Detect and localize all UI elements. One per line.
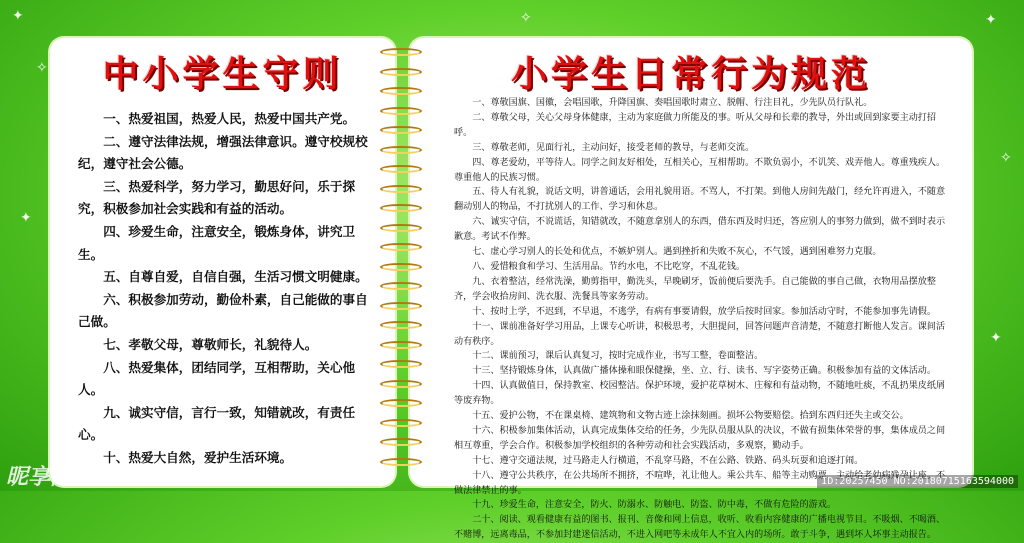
right-rule-item: 五、待人有礼貌，说话文明，讲普通话，会用礼貌用语。不骂人，不打架。到他人房间先敲门，经允许再进入，不随意翻动别人的物品，不打扰别人的工作、学习和休息。 [454,187,946,213]
right-rule-item: 二十、阅读、观看健康有益的图书、报刊、音像和网上信息，收听、收看内容健康的广播电视节目。不吸烟、不喝酒、不赌博，远离毒品，不参加封建迷信活动，不进入网吧等未成年人不宜入内的场所。敢于斗争，遇到坏人坏事主动报告。 [454,515,946,541]
right-rule-item: 十七、遵守交通法规，过马路走人行横道，不乱穿马路，不在公路、铁路、码头玩耍和追逐打闹。 [472,455,864,466]
spiral-ring [380,458,422,466]
spiral-ring [380,48,422,56]
spiral-ring [380,419,422,427]
spiral-ring [380,185,422,193]
spiral-ring [380,263,422,271]
watermark-id: ID:20257450 NO:20180715163594000 [817,475,1018,488]
spiral-ring [380,87,422,95]
right-rule-item: 十二、课前预习，课后认真复习，按时完成作业，书写工整，卷面整洁。 [472,351,764,362]
right-rule-item: 十、按时上学，不迟到，不早退，不逃学，有病有事要请假，放学后按时回家。参加活动守时，不能参加事先请假。 [472,306,936,317]
spiral-ring [380,380,422,388]
spiral-ring [380,204,422,212]
spiral-ring [380,399,422,407]
spiral-ring [380,321,422,329]
left-rule-item: 四、珍爱生命，注意安全，锻炼身体，讲究卫生。 [78,223,356,262]
right-rule-item: 二、尊敬父母，关心父母身体健康，主动为家庭做力所能及的事。听从父母和长辈的教导，外出或回到家要主动打招呼。 [454,112,936,138]
spiral-ring [380,146,422,154]
spiral-ring [380,360,422,368]
left-rules-list [78,108,373,470]
spiral-ring [380,282,422,290]
spiral-ring [380,302,422,310]
right-rule-item: 十四、认真做值日，保持教室、校园整洁。保护环境，爱护花草树木、庄稼和有益动物，不随地吐痰，不乱扔果皮纸屑等废弃物。 [454,381,946,407]
right-rule-item: 十三、坚持锻炼身体，认真做广播体操和眼保健操，坐、立、行、读书、写字姿势正确。积极参加有益的文体活动。 [472,366,936,377]
left-rule-item: 五、自尊自爱，自信自强，生活习惯文明健康。 [103,269,368,285]
left-rule-item: 九、诚实守信，言行一致，知错就改，有责任心。 [78,404,356,443]
left-page-title: 中小学生守则 [102,54,343,95]
right-rule-item: 一、尊敬国旗、国徽，会唱国歌，升降国旗、奏唱国歌时肃立、脱帽、行注目礼，少先队员行队礼。 [472,98,873,108]
spiral-ring [380,438,422,446]
sparkle-icon: ✦ [12,8,24,24]
left-rule-item: 一、热爱祖国，热爱人民，热爱中国共产党。 [103,111,356,126]
sparkle-icon: ✧ [36,60,48,76]
right-rule-item: 九、衣着整洁，经常洗澡，勤剪指甲，勤洗头，早晚刷牙，饭前便后要洗手。自己能做的事自己做，衣物用品摆放整齐，学会收拾房间、洗衣服、洗餐具等家务劳动。 [454,276,936,302]
sparkle-icon: ✦ [985,12,997,28]
right-rule-item: 四、尊老爱幼，平等待人。同学之间友好相处，互相关心，互相帮助。不欺负弱小，不讥笑、戏弄他人。尊重残疾人。尊重他人的民族习惯。 [454,157,946,183]
spiral-ring [380,126,422,134]
left-notebook-page [50,38,395,486]
left-rule-item: 八、热爱集体，团结同学，互相帮助，关心他人。 [78,359,356,398]
right-page-title: 小学生日常行为规范 [510,54,871,95]
right-notebook-page [410,38,972,541]
left-rule-item: 六、积极参加劳动，勤俭朴素，自己能做的事自己做。 [78,291,368,330]
watermark-logo: 昵享网 [6,465,73,490]
left-rule-item: 三、热爱科学，努力学习，勤思好问，乐于探究，积极参加社会实践和有益的活动。 [78,178,356,217]
right-rule-item: 十八、遵守公共秩序，在公共场所不拥挤，不喧哗，礼让他人。乘公共车、船等主动购票，主动给老幼病残孕让座。不做法律禁止的事。 [454,470,946,496]
left-rule-item: 七、孝敬父母，尊敬师长，礼貌待人。 [103,336,318,352]
right-rule-item: 六、诚实守信，不说谎话，知错就改，不随意拿别人的东西，借东西及时归还，答应别人的事努力做到，做不到时表示歉意。考试不作弊。 [454,217,946,243]
spiral-ring [380,68,422,76]
left-rule-item: 十、热爱大自然，爱护生活环境。 [103,449,293,465]
right-rule-item: 十一、课前准备好学习用品，上课专心听讲，积极思考，大胆提问，回答问题声音清楚，不随意打断他人发言。课间活动有秩序。 [454,321,946,347]
sparkle-icon: ✧ [1000,150,1012,166]
left-rule-item: 二、遵守法律法规，增强法律意识。遵守校规校纪，遵守社会公德。 [78,133,368,172]
right-rule-item: 十六、积极参加集体活动，认真完成集体交给的任务，少先队员服从队的决议，不做有损集体荣誉的事，集体成员之间相互尊重，学会合作。积极参加学校组织的各种劳动和社会实践活动，多观察，勤动手。 [454,425,946,451]
spiral-ring [380,107,422,115]
sparkle-icon: ✦ [20,210,32,226]
sparkle-icon: ✦ [990,330,1002,346]
sparkle-icon: ✧ [520,10,532,26]
right-rule-item: 十五、爱护公物，不在课桌椅、建筑物和文物古迹上涂抹刻画。损坏公物要赔偿。拾到东西归还失主或交公。 [472,411,909,422]
spiral-ring [380,341,422,349]
watermark-url: www.nipic.cn [110,472,196,487]
notebook-spiral-binding [380,48,422,488]
spiral-ring [380,243,422,251]
spiral-ring [380,224,422,232]
right-rule-item: 七、虚心学习别人的长处和优点，不嫉妒别人。遇到挫折和失败不灰心，不气馁，遇到困难努力克服。 [472,247,882,258]
right-rule-item: 八、爱惜粮食和学习、生活用品。节约水电，不比吃穿，不乱花钱。 [472,261,746,272]
right-rule-item: 三、尊敬老师，见面行礼，主动问好，接受老师的教导，与老师交流。 [472,142,755,153]
right-rule-item: 十九、珍爱生命，注意安全，防火、防溺水、防触电、防盗、防中毒，不做有危险的游戏。 [472,500,836,511]
spiral-ring [380,165,422,173]
